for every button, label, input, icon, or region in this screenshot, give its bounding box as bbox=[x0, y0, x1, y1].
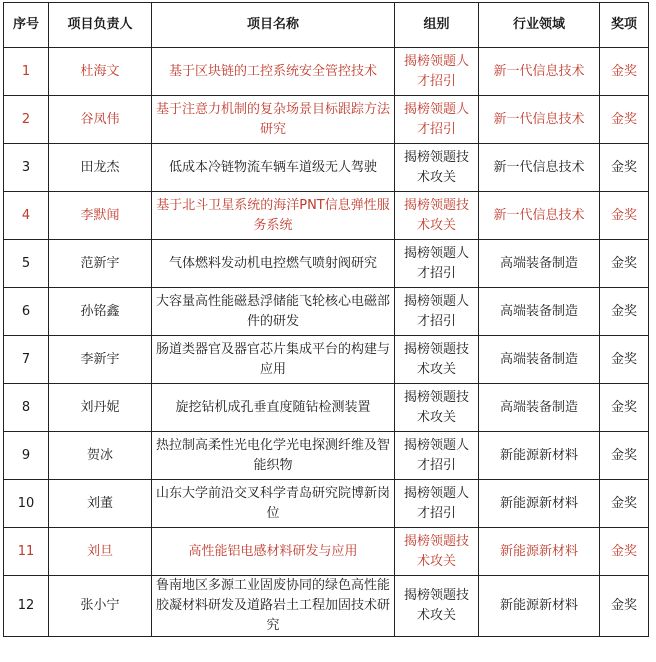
header-group: 组别 bbox=[395, 3, 479, 48]
cell-group: 揭榜领题技术攻关 bbox=[395, 384, 479, 432]
cell-field: 新能源新材料 bbox=[479, 576, 600, 637]
cell-field: 新一代信息技术 bbox=[479, 48, 600, 96]
cell-leader: 杜海文 bbox=[49, 48, 152, 96]
cell-project-name: 气体燃料发动机电控燃气喷射阀研究 bbox=[152, 240, 395, 288]
cell-group: 揭榜领题技术攻关 bbox=[395, 144, 479, 192]
header-field: 行业领域 bbox=[479, 3, 600, 48]
cell-project-name: 鲁南地区多源工业固废协同的绿色高性能胶凝材料研发及道路岩土工程加固技术研究 bbox=[152, 576, 395, 637]
cell-group: 揭榜领题技术攻关 bbox=[395, 528, 479, 576]
cell-leader: 孙铭鑫 bbox=[49, 288, 152, 336]
cell-award: 金奖 bbox=[600, 96, 649, 144]
table-row bbox=[4, 384, 649, 432]
cell-award: 金奖 bbox=[600, 336, 649, 384]
cell-leader: 李默闻 bbox=[49, 192, 152, 240]
cell-group: 揭榜领题人才招引 bbox=[395, 48, 479, 96]
cell-leader: 刘丹妮 bbox=[49, 384, 152, 432]
cell-award: 金奖 bbox=[600, 144, 649, 192]
cell-field: 新能源新材料 bbox=[479, 480, 600, 528]
header-leader: 项目负责人 bbox=[49, 3, 152, 48]
cell-no: 9 bbox=[4, 432, 49, 480]
cell-no: 8 bbox=[4, 384, 49, 432]
cell-no: 7 bbox=[4, 336, 49, 384]
cell-project-name: 基于北斗卫星系统的海洋PNT信息弹性服务系统 bbox=[152, 192, 395, 240]
cell-group: 揭榜领题技术攻关 bbox=[395, 576, 479, 637]
header-project-name: 项目名称 bbox=[152, 3, 395, 48]
table-row bbox=[4, 240, 649, 288]
cell-leader: 谷凤伟 bbox=[49, 96, 152, 144]
cell-field: 高端装备制造 bbox=[479, 336, 600, 384]
cell-award: 金奖 bbox=[600, 576, 649, 637]
cell-field: 高端装备制造 bbox=[479, 288, 600, 336]
cell-no: 6 bbox=[4, 288, 49, 336]
cell-leader: 张小宁 bbox=[49, 576, 152, 637]
cell-leader: 刘旦 bbox=[49, 528, 152, 576]
cell-group: 揭榜领题技术攻关 bbox=[395, 192, 479, 240]
cell-award: 金奖 bbox=[600, 48, 649, 96]
table-row bbox=[4, 192, 649, 240]
cell-no: 2 bbox=[4, 96, 49, 144]
cell-no: 12 bbox=[4, 576, 49, 637]
cell-field: 新一代信息技术 bbox=[479, 96, 600, 144]
cell-project-name: 肠道类器官及器官芯片集成平台的构建与应用 bbox=[152, 336, 395, 384]
cell-project-name: 大容量高性能磁悬浮储能飞轮核心电磁部件的研发 bbox=[152, 288, 395, 336]
cell-no: 4 bbox=[4, 192, 49, 240]
cell-group: 揭榜领题技术攻关 bbox=[395, 336, 479, 384]
table-row bbox=[4, 144, 649, 192]
cell-field: 高端装备制造 bbox=[479, 384, 600, 432]
cell-project-name: 热拉制高柔性光电化学光电探测纤维及智能织物 bbox=[152, 432, 395, 480]
cell-award: 金奖 bbox=[600, 192, 649, 240]
cell-leader: 刘董 bbox=[49, 480, 152, 528]
cell-project-name: 山东大学前沿交叉科学青岛研究院博新岗位 bbox=[152, 480, 395, 528]
cell-group: 揭榜领题人才招引 bbox=[395, 240, 479, 288]
awards-table bbox=[3, 2, 649, 637]
cell-field: 新能源新材料 bbox=[479, 432, 600, 480]
cell-group: 揭榜领题人才招引 bbox=[395, 288, 479, 336]
table-row bbox=[4, 528, 649, 576]
table-row bbox=[4, 576, 649, 637]
cell-award: 金奖 bbox=[600, 432, 649, 480]
cell-no: 10 bbox=[4, 480, 49, 528]
header-no: 序号 bbox=[4, 3, 49, 48]
table-row bbox=[4, 432, 649, 480]
table-row bbox=[4, 48, 649, 96]
cell-award: 金奖 bbox=[600, 528, 649, 576]
cell-project-name: 低成本冷链物流车辆车道级无人驾驶 bbox=[152, 144, 395, 192]
cell-project-name: 基于注意力机制的复杂场景目标跟踪方法研究 bbox=[152, 96, 395, 144]
header-award: 奖项 bbox=[600, 3, 649, 48]
table-row bbox=[4, 288, 649, 336]
cell-project-name: 高性能铝电感材料研发与应用 bbox=[152, 528, 395, 576]
cell-project-name: 基于区块链的工控系统安全管控技术 bbox=[152, 48, 395, 96]
cell-award: 金奖 bbox=[600, 240, 649, 288]
cell-field: 新一代信息技术 bbox=[479, 144, 600, 192]
cell-award: 金奖 bbox=[600, 288, 649, 336]
cell-leader: 贺冰 bbox=[49, 432, 152, 480]
cell-leader: 李新宇 bbox=[49, 336, 152, 384]
header-row bbox=[4, 3, 649, 48]
cell-field: 新能源新材料 bbox=[479, 528, 600, 576]
cell-leader: 范新宇 bbox=[49, 240, 152, 288]
table-row bbox=[4, 336, 649, 384]
cell-group: 揭榜领题人才招引 bbox=[395, 480, 479, 528]
cell-no: 11 bbox=[4, 528, 49, 576]
cell-leader: 田龙杰 bbox=[49, 144, 152, 192]
cell-group: 揭榜领题人才招引 bbox=[395, 432, 479, 480]
cell-no: 1 bbox=[4, 48, 49, 96]
cell-project-name: 旋挖钻机成孔垂直度随钻检测装置 bbox=[152, 384, 395, 432]
table-row bbox=[4, 96, 649, 144]
cell-award: 金奖 bbox=[600, 384, 649, 432]
cell-no: 3 bbox=[4, 144, 49, 192]
cell-group: 揭榜领题人才招引 bbox=[395, 96, 479, 144]
cell-no: 5 bbox=[4, 240, 49, 288]
cell-award: 金奖 bbox=[600, 480, 649, 528]
cell-field: 新一代信息技术 bbox=[479, 192, 600, 240]
cell-field: 高端装备制造 bbox=[479, 240, 600, 288]
table-row bbox=[4, 480, 649, 528]
